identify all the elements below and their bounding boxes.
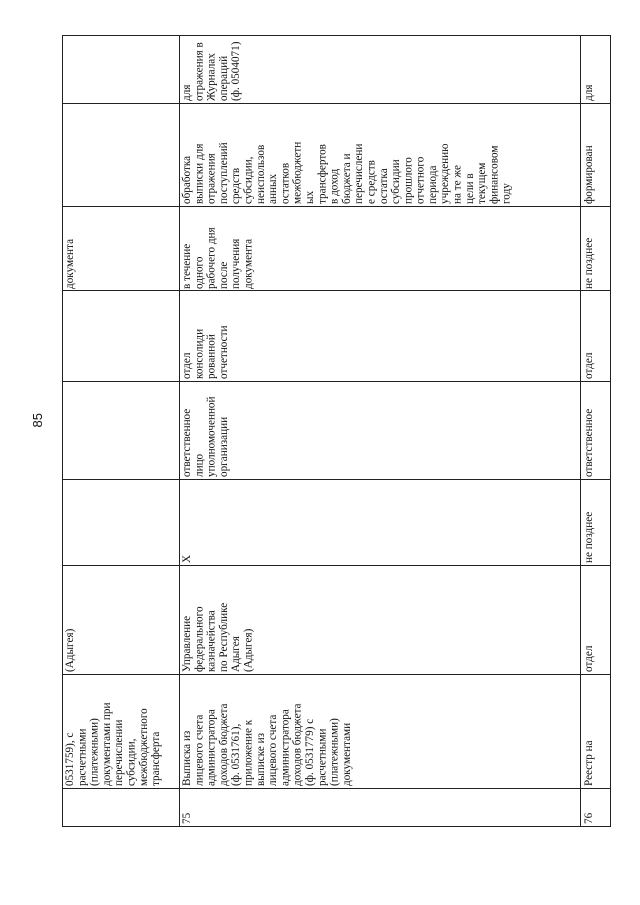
row-76-deadline: не позднее — [583, 237, 595, 289]
row-76-mark: не позднее — [583, 511, 595, 563]
row-76-responsible: ответственное — [583, 408, 595, 477]
row-75-deadline: в течение одного рабочего дня после получения документа — [181, 227, 255, 289]
row-75-usage: для отражения в Журналах операций (ф. 0504071) — [181, 41, 243, 101]
row-continued-author: (Адыгея) — [64, 628, 76, 672]
row-75-department: отдел консолиди рованной отчетности — [181, 325, 230, 379]
row-76-author: отдел — [583, 645, 595, 672]
column-divider — [62, 479, 611, 480]
row-76-usage: для — [583, 84, 595, 101]
table-border-top — [62, 35, 611, 36]
column-divider — [62, 788, 611, 789]
column-divider — [62, 674, 611, 675]
row-75-responsible: ответственное лицо уполномоченной организации — [181, 396, 230, 477]
table-border-left — [62, 35, 63, 827]
row-76-number: 76 — [583, 812, 595, 824]
column-divider — [62, 290, 611, 291]
table-border-right — [610, 35, 611, 827]
row-76-document: Реестр на — [583, 740, 595, 786]
row-divider — [580, 35, 581, 827]
table-border-bottom — [62, 826, 611, 827]
row-76-department: отдел — [583, 352, 595, 379]
row-76-purpose: формирован — [583, 145, 595, 204]
row-75-author: Управление федерального казначейства по Республике Адыгея (Адыгея) — [181, 602, 255, 672]
column-divider — [62, 103, 611, 104]
row-continued-document: 0531759), с расчетными (платежными) документами при перечислении субсидии, межбюджетного трансферта — [64, 702, 163, 786]
row-75-document: Выписка из лицевого счета администратора доходов бюджета (ф. 0531761), приложение к выписке из лицевого счета администратора доходов бюджета (ф. 0531779) с расчетными (платежными) документами — [181, 703, 353, 786]
column-divider — [62, 565, 611, 566]
column-divider — [62, 381, 611, 382]
row-75-mark: Х — [181, 554, 193, 563]
row-75-number: 75 — [181, 812, 193, 824]
column-divider — [62, 206, 611, 207]
row-divider — [179, 35, 180, 827]
row-continued-deadline: документа — [64, 238, 76, 289]
page-number: 85 — [30, 413, 45, 428]
row-75-purpose: обработка выписки для отражения поступлений средств субсидии, неиспользов анных остатков межбюджетн ых трансфертов в доход бюджета и перечислени е средств остатка субсидии прошлого отчетного периода учреждению на те же цели в текущем финансовом году — [181, 141, 513, 204]
